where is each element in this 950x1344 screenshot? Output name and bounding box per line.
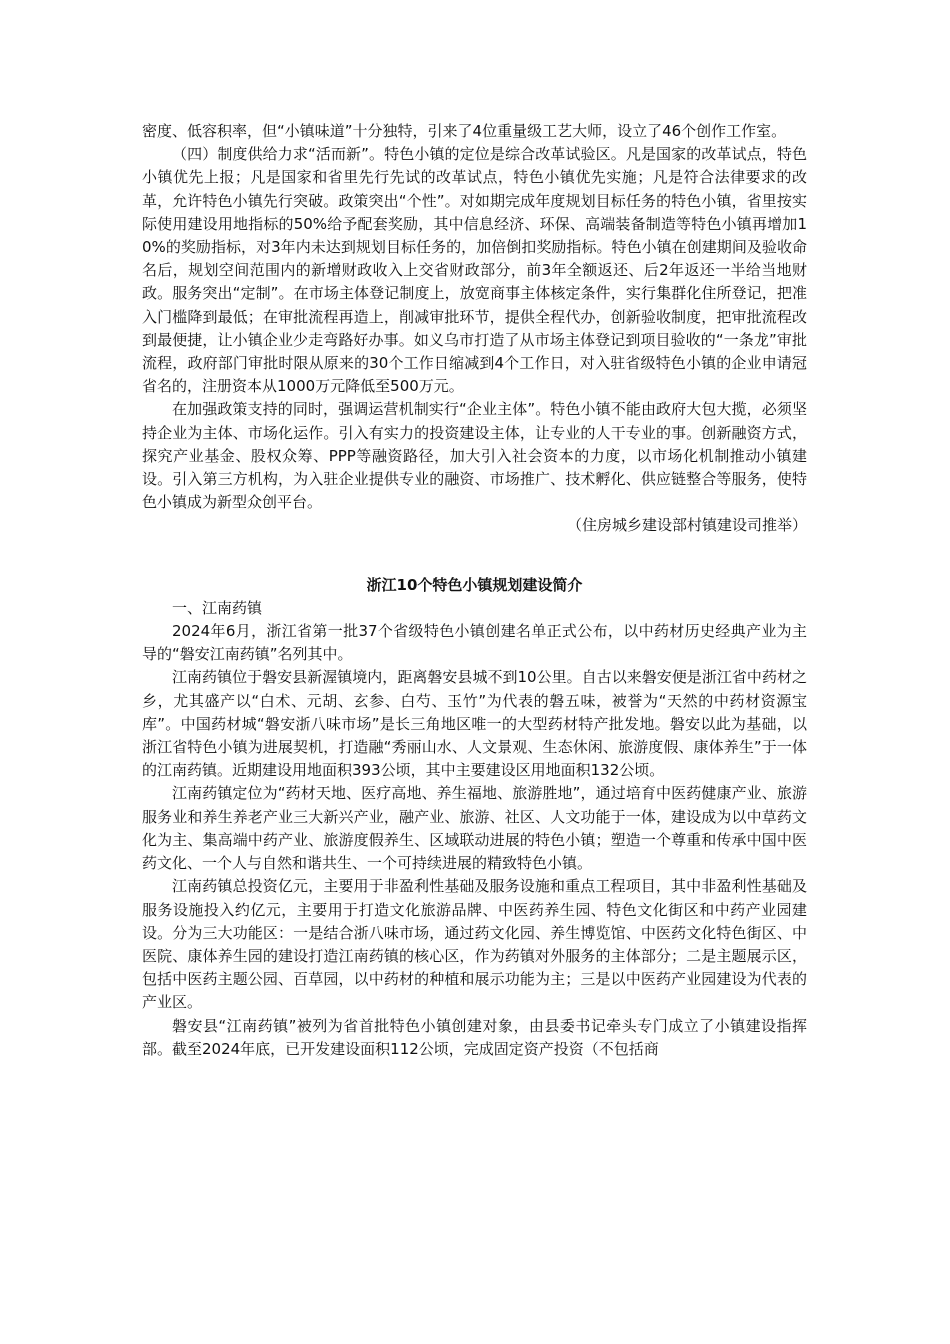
- body-paragraph: 江南药镇总投资亿元，主要用于非盈利性基础及服务设施和重点工程项目，其中非盈利性基础及服务设施投入约亿元，主要用于打造文化旅游品牌、中医药养生园、特色文化街区和中药产业园建设。分为三大功能区：一是结合浙八味市场，通过药文化园、养生博览馆、中医药文化特色街区、中医院、康体养生园的建设打造江南药镇的核心区，作为药镇对外服务的主体部分；二是主题展示区，包括中医药主题公园、百草园，以中药材的种植和展示功能为主；三是以中医药产业园建设为代表的产业区。: [142, 877, 807, 1012]
- body-paragraph: 江南药镇位于磐安县新渥镇境内，距离磐安县城不到10公里。自古以来磐安便是浙江省中药材之乡，尤其盛产以“白术、元胡、玄参、白芍、玉竹”为代表的磐五味，被誉为“天然的中药材资源宝库”。中国药材城“磐安浙八味市场”是长三角地区唯一的大型药材特产批发地。磐安以此为基础，以浙江省特色小镇为进展契机，打造融“秀丽山水、人文景观、生态休闲、旅游度假、康体养生”于一体的江南药镇。近期建设用地面积393公顷，其中主要建设区用地面积132公顷。: [142, 668, 807, 780]
- source-note: （住房城乡建设部村镇建设司推举）: [566, 516, 807, 535]
- continuation-paragraph: 密度、低容积率，但“小镇味道”十分独特，引来了4位重量级工艺大师，设立了46个创作工作室。: [142, 122, 787, 140]
- body-paragraph: 磐安县“江南药镇”被列为省首批特色小镇创建对象，由县委书记牵头专门成立了小镇建设指挥部。截至2024年底，已开发建设面积112公顷，完成固定资产投资（不包括商: [142, 1016, 807, 1058]
- enterprise-subject-paragraph: 在加强政策支持的同时，强调运营机制实行“企业主体”。特色小镇不能由政府大包大揽，必须坚持企业为主体、市场化运作。引入有实力的投资建设主体，让专业的人干专业的事。创新融资方式，探究产业基金、股权众筹、PPP等融资路径，加大引入社会资本的力度，以市场化机制推动小镇建设。引入第三方机构，为入驻企业提供专业的融资、市场推广、技术孵化、供应链整合等服务，使特色小镇成为新型众创平台。: [142, 400, 807, 512]
- body-paragraph: 2024年6月，浙江省第一批37个省级特色小镇创建名单正式公布，以中药材历史经典产业为主导的“磐安江南药镇”名列其中。: [142, 622, 807, 664]
- section-heading: 一、江南药镇: [172, 598, 263, 617]
- article-title: 浙江10个特色小镇规划建设简介: [366, 575, 583, 594]
- institution-supply-paragraph: （四）制度供给力求“活而新”。特色小镇的定位是综合改革试验区。凡是国家的改革试点，特色小镇优先上报；凡是国家和省里先行先试的改革试点，特色小镇优先实施；凡是符合法律要求的改革，允许特色小镇先行突破。政策突出“个性”。对如期完成年度规划目标任务的特色小镇，省里按实际使用建设用地指标的50%给予配套奖励，其中信息经济、环保、高端装备制造等特色小镇再增加10%的奖励指标，对3年内未达到规划目标任务的，加倍倒扣奖励指标。特色小镇在创建期间及验收命名后，规划空间范围内的新增财政收入上交省财政部分，前3年全额返还、后2年返还一半给当地财政。服务突出“定制”。在市场主体登记制度上，放宽商事主体核定条件，实行集群化住所登记，把准入门槛降到最低；在审批流程再造上，削减审批环节，提供全程代办，创新验收制度，把审批流程改到最便捷，让小镇企业少走弯路好办事。如义乌市打造了从市场主体登记到项目验收的“一条龙”审批流程，政府部门审批时限从原来的30个工作日缩减到4个工作日，对入驻省级特色小镇的企业申请冠省名的，注册资本从1000万元降低至500万元。: [142, 145, 807, 396]
- document-page: [142, 120, 807, 1061]
- body-paragraph: 江南药镇定位为“药材天地、医疗高地、养生福地、旅游胜地”，通过培育中医药健康产业、旅游服务业和养生养老产业三大新兴产业，融产业、旅游、社区、人文功能于一体，建设成为以中草药文化为主、集高端中药产业、旅游度假养生、区域联动进展的特色小镇；塑造一个尊重和传承中国中医药文化、一个人与自然和谐共生、一个可持续进展的精致特色小镇。: [142, 784, 807, 873]
